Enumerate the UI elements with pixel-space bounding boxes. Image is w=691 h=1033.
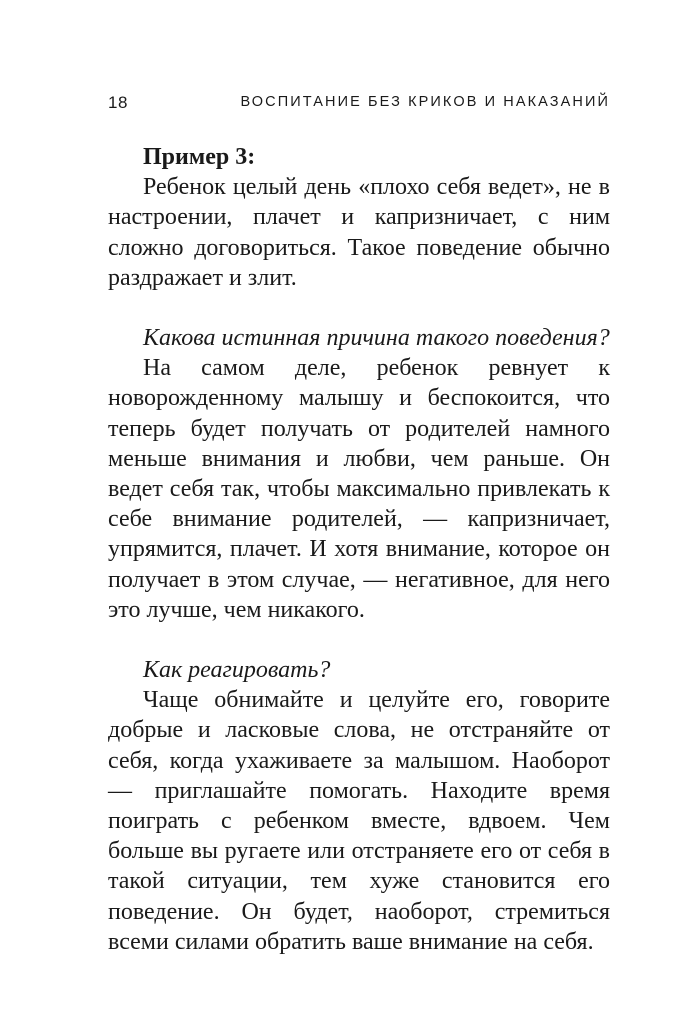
answer-cause-paragraph: На самом деле, ребенок ревнует к новорожденному малышу и беспокоится, что теперь будет получать от родителей намного меньше внимания и любви, чем раньше. Он ведет себя так, чтобы максимально привлекать к себе внимание родителей, — капризничает, упрямится, плачет. И хотя внимание, которое он получает в этом случае, — негативное, для него это лучше, чем никакого. bbox=[108, 355, 610, 623]
page-number: 18 bbox=[108, 93, 128, 112]
answer-react-paragraph: Чаще обнимайте и целуйте его, говорите добрые и ласковые слова, не отстраняйте от себя, когда ухаживаете за малышом. Наоборот — приглашайте помогать. Находите время поиграть с ребенком вместе, вдвоем. Чем больше вы ругаете или отстраняете его от себя в такой ситуации, тем хуже становится его поведение. Он будет, наоборот, стремиться всеми силами обратить ваше внимание на себя. bbox=[108, 687, 610, 955]
section-gap bbox=[108, 625, 610, 655]
example-paragraph: Ребенок целый день «плохо себя ведет», не в настроении, плачет и капризничает, с ним сложно договориться. Такое поведение обычно раздражает и злит. bbox=[108, 174, 610, 291]
question-react: Как реагировать? bbox=[143, 657, 331, 684]
running-title: ВОСПИТАНИЕ БЕЗ КРИКОВ И НАКАЗАНИЙ bbox=[240, 94, 610, 110]
section-gap bbox=[108, 293, 610, 323]
page-body bbox=[108, 142, 610, 957]
question-cause: Какова истинная причина такого поведения? bbox=[143, 325, 610, 352]
example-heading: Пример 3: bbox=[143, 144, 256, 170]
page-header bbox=[108, 93, 610, 117]
